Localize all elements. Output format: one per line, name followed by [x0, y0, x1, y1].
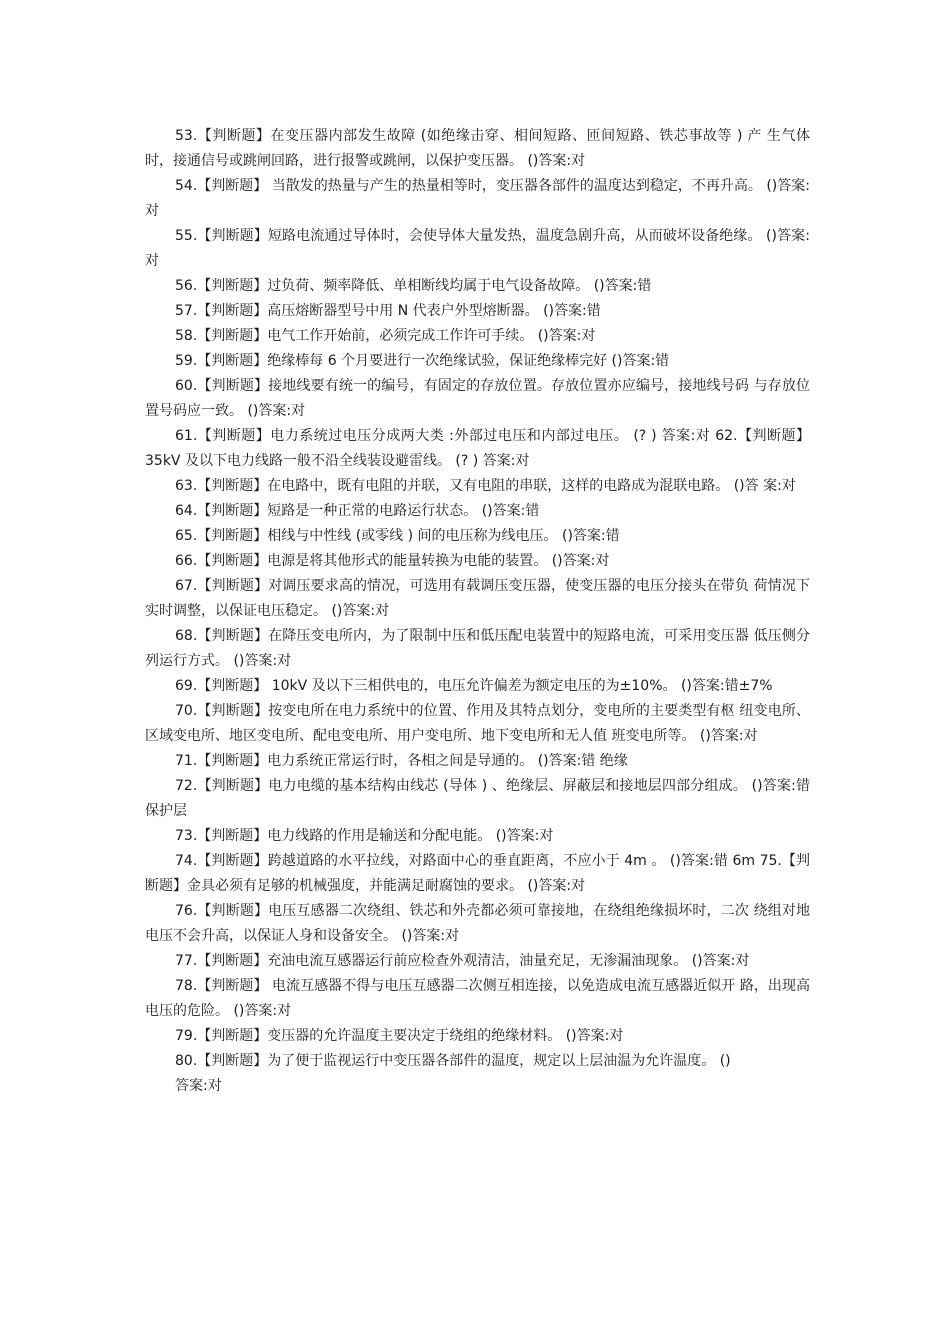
question-76: 76.【判断题】电压互感器二次绕组、铁芯和外壳都必须可靠接地，在绕组绝缘损坏时，二次 绕组对地电压不会升高，以保证人身和设备安全。 ()答案:对 — [145, 903, 810, 944]
question-63: 63.【判断题】在电路中，既有电阻的并联，又有电阻的串联，这样的电路成为混联电路。 ()答 案:对 — [175, 478, 796, 494]
question-64: 64.【判断题】短路是一种正常的电路运行状态。 ()答案:错 — [175, 503, 540, 519]
question-78: 78.【判断题】 电流互感器不得与电压互感器二次侧互相连接，以免造成电流互感器近似开 路，出现高电压的危险。 ()答案:对 — [145, 978, 810, 1019]
question-71: 71.【判断题】电力系统正常运行时，各相之间是导通的。 ()答案:错 绝缘 — [175, 753, 628, 769]
question-54: 54.【判断题】 当散发的热量与产生的热量相等时，变压器各部件的温度达到稳定，不再升高。 ()答案:对 — [145, 178, 810, 219]
document-page — [145, 124, 815, 1099]
question-68: 68.【判断题】在降压变电所内，为了限制中压和低压配电装置中的短路电流，可采用变压器 低压侧分列运行方式。 ()答案:对 — [145, 628, 810, 669]
question-74-75: 74.【判断题】跨越道路的水平拉线，对路面中心的垂直距离，不应小于 4m 。 ()答案:错 6m 75.【判断题】金具必须有足够的机械强度，并能满足耐腐蚀的要求。 ()答案:对 — [145, 853, 810, 894]
question-67: 67.【判断题】对调压要求高的情况，可选用有载调压变压器，使变压器的电压分接头在带负 荷情况下实时调整，以保证电压稳定。 ()答案:对 — [145, 578, 810, 619]
question-66: 66.【判断题】电源是将其他形式的能量转换为电能的装置。 ()答案:对 — [175, 553, 610, 569]
question-72: 72.【判断题】电力电缆的基本结构由线芯 (导体 ) 、绝缘层、屏蔽层和接地层四部分组成。 ()答案:错 保护层 — [145, 778, 815, 819]
question-59: 59.【判断题】绝缘棒每 6 个月要进行一次绝缘试验，保证绝缘棒完好 ()答案:错 — [175, 353, 670, 369]
question-60: 60.【判断题】接地线要有统一的编号，有固定的存放位置。存放位置亦应编号，接地线号码 与存放位置号码应一致。 ()答案:对 — [145, 378, 810, 419]
question-69: 69.【判断题】 10kV 及以下三相供电的，电压允许偏差为额定电压的为±10%。 ()答案:错±7% — [175, 678, 773, 694]
question-58: 58.【判断题】电气工作开始前，必须完成工作许可手续。 ()答案:对 — [175, 328, 596, 344]
question-73: 73.【判断题】电力线路的作用是输送和分配电能。 ()答案:对 — [175, 828, 554, 844]
question-55: 55.【判断题】短路电流通过导体时，会使导体大量发热，温度急剧升高，从而破坏设备绝缘。 ()答案:对 — [145, 228, 810, 269]
question-65: 65.【判断题】相线与中性线 (或零线 ) 间的电压称为线电压。 ()答案:错 — [175, 528, 620, 544]
question-80: 80.【判断题】为了便于监视运行中变压器各部件的温度，规定以上层油温为允许温度。 () — [175, 1053, 731, 1069]
final-answer: 答案:对 — [175, 1078, 222, 1094]
question-79: 79.【判断题】变压器的允许温度主要决定于绕组的绝缘材料。 ()答案:对 — [175, 1028, 624, 1044]
question-57: 57.【判断题】高压熔断器型号中用 N 代表户外型熔断器。 ()答案:错 — [175, 303, 601, 319]
question-70: 70.【判断题】按变电所在电力系统中的位置、作用及其特点划分，变电所的主要类型有枢 纽变电所、区域变电所、地区变电所、配电变电所、用户变电所、地下变电所和无人值 班变电所等。 ()答案:对 — [145, 703, 810, 744]
question-61-62: 61.【判断题】电力系统过电压分成两大类 :外部过电压和内部过电压。 (? ) 答案:对 62.【判断题】 35kV 及以下电力线路一般不沿全线装设避雷线。 (? ) 答案:对 — [145, 428, 815, 469]
question-53: 53.【判断题】在变压器内部发生故障 (如绝缘击穿、相间短路、匝间短路、铁芯事故等 ) 产 生气体时，接通信号或跳闸回路，进行报警或跳闸，以保护变压器。 ()答案:对 — [145, 128, 810, 169]
question-77: 77.【判断题】充油电流互感器运行前应检查外观清洁，油量充足，无渗漏油现象。 ()答案:对 — [175, 953, 750, 969]
question-56: 56.【判断题】过负荷、频率降低、单相断线均属于电气设备故障。 ()答案:错 — [175, 278, 652, 294]
